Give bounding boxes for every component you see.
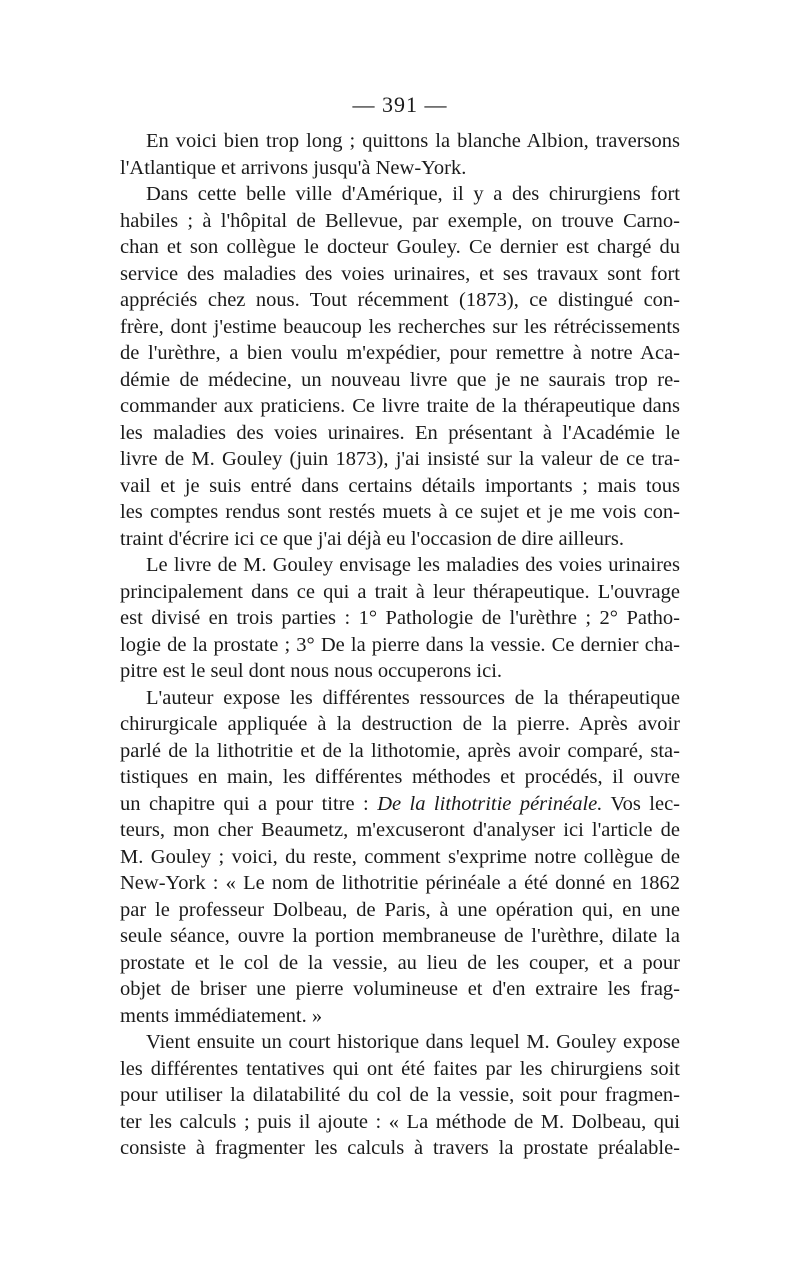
text-line: objet de briser une pierre volumineuse et d'en extraire les frag-: [120, 978, 680, 1000]
text-line: les comptes rendus sont restés muets à ce sujet et je me vois con-: [120, 501, 680, 523]
text-line: M. Gouley ; voici, du reste, comment s'exprime notre collègue de: [120, 845, 680, 868]
text-line: de l'urèthre, a bien voulu m'expédier, pour remettre à notre Aca-: [120, 342, 680, 364]
text-line: l'Atlantique et arrivons jusqu'à New-York.: [120, 156, 467, 179]
text-line: prostate et le col de la vessie, au lieu de les couper, et a pour: [120, 951, 680, 974]
text-line: commander aux praticiens. Ce livre traite de la thérapeutique dans: [120, 395, 680, 417]
text-line: New-York : « Le nom de lithotritie périnéale a été donné en 1862: [120, 872, 680, 894]
text-span: un chapitre qui a pour titre :: [120, 792, 378, 815]
text-line: consiste à fragmenter les calculs à travers la prostate préalable-: [120, 1137, 680, 1159]
text-line: L'auteur expose les différentes ressources de la thérapeutique: [146, 686, 680, 709]
text-line: service des maladies des voies urinaires, et ses travaux sont fort: [120, 262, 680, 285]
text-line: vail et je suis entré dans certains détails importants ; mais tous: [120, 474, 680, 497]
text-line: les maladies des voies urinaires. En présentant à l'Académie le: [120, 421, 680, 444]
text-line: seule séance, ouvre la portion membraneuse de l'urèthre, dilate la: [120, 925, 680, 947]
text-line: pour utiliser la dilatabilité du col de la vessie, soit pour fragmen-: [120, 1084, 680, 1106]
text-line: principalement dans ce qui a trait à leur thérapeutique. L'ouvrage: [120, 580, 680, 603]
text-line: Vient ensuite un court historique dans lequel M. Gouley expose: [146, 1031, 680, 1053]
text-line: appréciés chez nous. Tout récemment (1873), ce distingué con-: [120, 289, 680, 311]
text-line: livre de M. Gouley (juin 1873), j'ai insisté sur la valeur de ce tra-: [120, 448, 680, 470]
text-line: est divisé en trois parties : 1° Pathologie de l'urèthre ; 2° Patho-: [120, 607, 680, 629]
text-line: logie de la prostate ; 3° De la pierre dans la vessie. Ce dernier cha-: [120, 633, 680, 656]
text-line: chirurgicale appliquée à la destruction de la pierre. Après avoir: [120, 713, 680, 735]
text-line: Dans cette belle ville d'Amérique, il y a des chirurgiens fort: [146, 183, 680, 205]
text-line: frère, dont j'estime beaucoup les recherches sur les rétrécissements: [120, 315, 680, 338]
text-span: Vos lec-: [602, 792, 680, 815]
text-line: les différentes tentatives qui ont été faites par les chirurgiens soit: [120, 1057, 680, 1080]
body-text: [120, 128, 680, 1162]
text-line: pitre est le seul dont nous nous occuperons ici.: [120, 660, 503, 682]
page-number: — 391 —: [352, 92, 448, 117]
text-line: ments immédiatement. »: [120, 1004, 323, 1027]
text-line: teurs, mon cher Beaumetz, m'excuseront d'analyser ici l'article de: [120, 819, 680, 841]
text-line: Le livre de M. Gouley envisage les maladies des voies urinaires: [146, 554, 680, 576]
text-line: En voici bien trop long ; quittons la blanche Albion, traversons: [146, 130, 680, 152]
text-line: démie de médecine, un nouveau livre que je ne saurais trop re-: [120, 368, 680, 391]
text-line: traint d'écrire ici ce que j'ai déjà eu l'occasion de dire ailleurs.: [120, 527, 624, 550]
italic-title: De la lithotritie périnéale.: [377, 792, 603, 815]
text-line: tistiques en main, les différentes méthodes et procédés, il ouvre: [120, 766, 680, 788]
text-line: ter les calculs ; puis il ajoute : « La méthode de M. Dolbeau, qui: [120, 1110, 680, 1133]
text-line: par le professeur Dolbeau, de Paris, à une opération qui, en une: [120, 898, 680, 921]
text-line: parlé de la lithotritie et de la lithotomie, après avoir comparé, sta-: [120, 739, 680, 762]
text-line: chan et son collègue le docteur Gouley. Ce dernier est chargé du: [120, 236, 680, 258]
text-line: habiles ; à l'hôpital de Bellevue, par exemple, on trouve Carno-: [120, 209, 680, 232]
text-line: [120, 791, 680, 818]
